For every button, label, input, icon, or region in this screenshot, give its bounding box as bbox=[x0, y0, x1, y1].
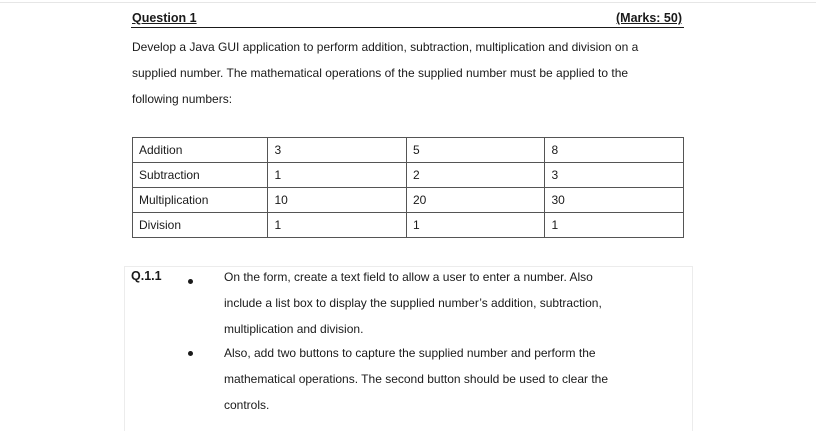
table-row bbox=[133, 188, 684, 213]
intro-line: following numbers: bbox=[132, 92, 233, 106]
subquestion-frame-left bbox=[124, 266, 125, 431]
bullet-icon bbox=[188, 351, 193, 356]
question-title: Question 1 bbox=[132, 11, 197, 25]
question-marks: (Marks: 50) bbox=[616, 11, 682, 25]
table-cell-value: 1 bbox=[406, 213, 545, 238]
bullet-line: mathematical operations. The second button should be used to clear the bbox=[224, 372, 609, 386]
intro-line: supplied number. The mathematical operations of the supplied number must be applied to the bbox=[132, 66, 629, 80]
table-cell-value: 20 bbox=[406, 188, 545, 213]
bullet-line: controls. bbox=[224, 398, 270, 412]
table-cell-value: 3 bbox=[545, 163, 684, 188]
bullet-icon bbox=[188, 279, 193, 284]
table-cell-value: 1 bbox=[545, 213, 684, 238]
table-cell-operation: Multiplication bbox=[133, 188, 268, 213]
table-cell-operation: Subtraction bbox=[133, 163, 268, 188]
bullet-line: include a list box to display the supplied number’s addition, subtraction, bbox=[224, 296, 602, 310]
subquestion-bullet-1 bbox=[224, 264, 674, 342]
table-cell-value: 3 bbox=[268, 138, 407, 163]
table-row bbox=[133, 138, 684, 163]
table-cell-operation: Addition bbox=[133, 138, 268, 163]
table-cell-value: 8 bbox=[545, 138, 684, 163]
subquestion-bullet-2 bbox=[224, 340, 674, 418]
bullet-line: multiplication and division. bbox=[224, 322, 364, 336]
bullet-line: On the form, create a text field to allow a user to enter a number. Also bbox=[224, 270, 593, 284]
table-cell-value: 10 bbox=[268, 188, 407, 213]
table-cell-operation: Division bbox=[133, 213, 268, 238]
question-heading bbox=[131, 11, 684, 28]
table-row bbox=[133, 163, 684, 188]
subquestion-number: Q.1.1 bbox=[131, 269, 162, 283]
subquestion-frame-right bbox=[692, 266, 693, 431]
table-cell-value: 30 bbox=[545, 188, 684, 213]
question-intro bbox=[132, 34, 692, 112]
table-cell-value: 1 bbox=[268, 213, 407, 238]
table-cell-value: 5 bbox=[406, 138, 545, 163]
table-cell-value: 1 bbox=[268, 163, 407, 188]
operations-table bbox=[132, 137, 684, 238]
intro-line: Develop a Java GUI application to perform addition, subtraction, multiplication and division on a bbox=[132, 40, 639, 54]
table-cell-value: 2 bbox=[406, 163, 545, 188]
bullet-line: Also, add two buttons to capture the supplied number and perform the bbox=[224, 346, 596, 360]
table-row bbox=[133, 213, 684, 238]
page-top-divider bbox=[0, 2, 816, 3]
